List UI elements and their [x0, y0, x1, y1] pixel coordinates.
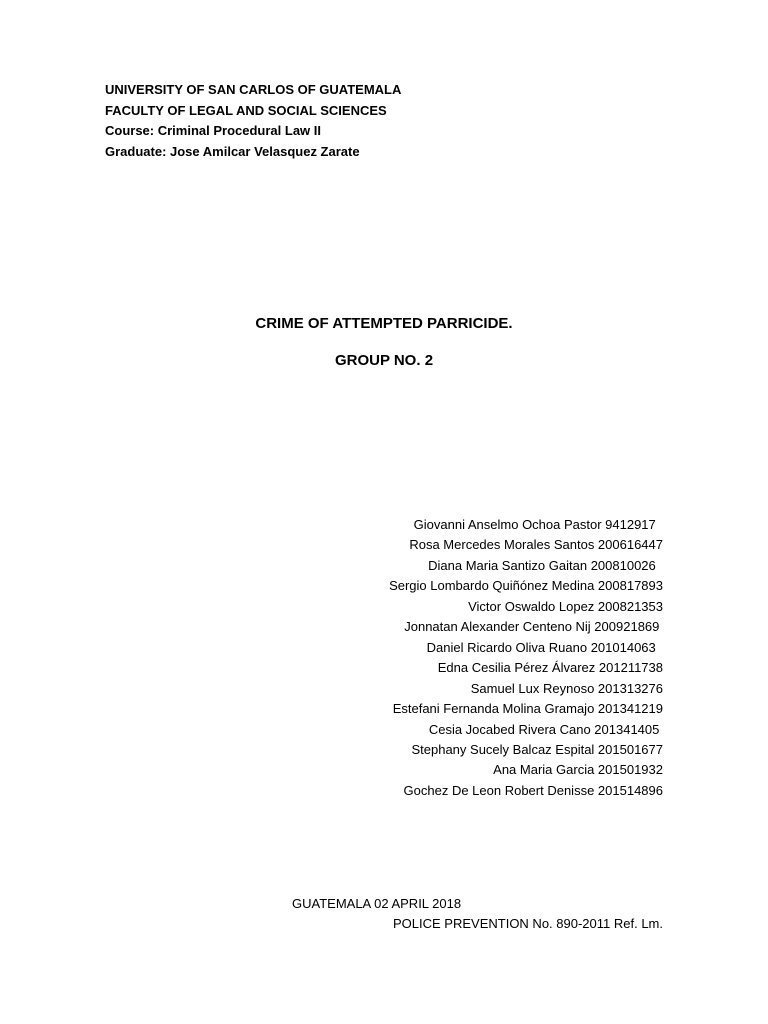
university-name: UNIVERSITY OF SAN CARLOS OF GUATEMALA	[105, 82, 402, 97]
faculty-name: FACULTY OF LEGAL AND SOCIAL SCIENCES	[105, 102, 387, 118]
list-item: Ana Maria Garcia 201501932	[493, 762, 663, 778]
group-number: GROUP NO. 2	[334, 352, 434, 369]
footer-reference: POLICE PREVENTION No. 890-2011 Ref. Lm.	[393, 916, 663, 931]
list-item: Rosa Mercedes Morales Santos 200616447	[409, 537, 663, 553]
document-header	[105, 80, 401, 162]
footer-date: GUATEMALA 02 APRIL 2018	[292, 896, 462, 911]
course-name: Course: Criminal Procedural Law II	[105, 123, 321, 138]
member-list	[243, 515, 663, 801]
list-item: Diana Maria Santizo Gaitan 200810026	[428, 557, 663, 573]
list-item: Jonnatan Alexander Centeno Nij 200921869	[404, 619, 663, 635]
list-item: Giovanni Anselmo Ochoa Pastor 9412917	[413, 517, 663, 532]
document-title: CRIME OF ATTEMPTED PARRICIDE.	[255, 315, 513, 332]
list-item: Edna Cesilia Pérez Álvarez 201211738	[437, 660, 663, 676]
list-item: Samuel Lux Reynoso 201313276	[470, 680, 663, 696]
list-item: Sergio Lombardo Quiñónez Medina 200817893	[389, 578, 663, 594]
list-item: Gochez De Leon Robert Denisse 201514896	[403, 782, 663, 798]
list-item: Cesia Jocabed Rivera Cano 201341405	[428, 721, 663, 737]
list-item: Victor Oswaldo Lopez 200821353	[468, 598, 663, 614]
list-item: Daniel Ricardo Oliva Ruano 201014063	[426, 639, 663, 655]
graduate-name: Graduate: Jose Amilcar Velasquez Zarate	[105, 143, 360, 159]
list-item: Estefani Fernanda Molina Gramajo 201341219	[392, 701, 663, 717]
list-item: Stephany Sucely Balcaz Espital 201501677	[411, 741, 663, 757]
